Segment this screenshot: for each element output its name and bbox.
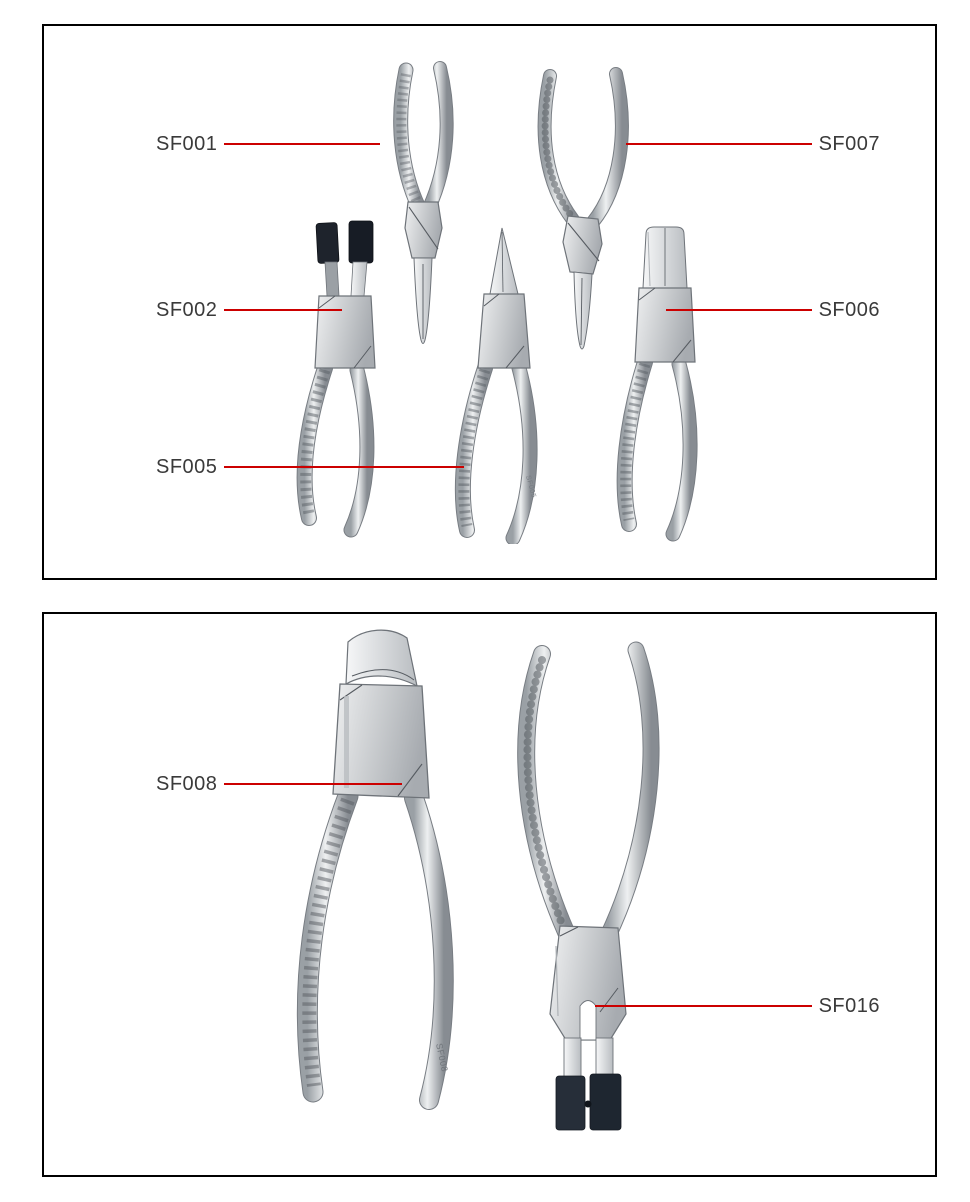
annotation-sf001 [156, 132, 380, 156]
annotation-sf002 [156, 298, 342, 322]
plier-handles [463, 368, 537, 538]
plier-jaws [490, 228, 518, 294]
plier-jaws [346, 630, 417, 686]
plier-sf016-image [486, 636, 690, 1144]
plier-jaws [574, 272, 592, 349]
model-label-sf005: SF005 [156, 455, 218, 478]
plier-handles [526, 650, 651, 936]
plier-handles [307, 796, 450, 1100]
plier-sf006-image [610, 224, 722, 544]
etched-code-sf005: SF005 [524, 474, 537, 499]
annotation-sf005 [156, 455, 464, 479]
plier-sf002-image [292, 218, 404, 540]
annotation-sf008 [156, 772, 402, 796]
leader-line-sf001 [224, 143, 380, 145]
etched-code-sf008: SF008 [434, 1042, 450, 1073]
leader-line-sf008 [224, 783, 402, 785]
plier-sf005-image [440, 224, 566, 544]
leader-line-sf002 [224, 309, 342, 311]
plier-sf008-image [286, 624, 482, 1140]
leader-line-sf007 [626, 143, 812, 145]
model-label-sf007: SF007 [818, 132, 880, 155]
plier-jaws [414, 258, 432, 344]
leader-line-sf005 [224, 466, 464, 468]
plier-grip-tips [316, 221, 373, 263]
leader-line-sf006 [666, 309, 812, 311]
model-label-sf016: SF016 [818, 994, 880, 1017]
plier-jaws [643, 227, 687, 288]
plier-joint-box [550, 926, 626, 1040]
plier-handles [545, 74, 622, 222]
model-label-sf001: SF001 [156, 132, 218, 155]
leader-line-sf016 [595, 1005, 812, 1007]
plier-grip-tips [556, 1074, 621, 1130]
plier-handles [401, 68, 447, 208]
model-label-sf008: SF008 [156, 772, 218, 795]
annotation-sf007 [626, 132, 880, 156]
plier-joint-box [478, 294, 530, 368]
plier-handles [305, 368, 367, 530]
model-label-sf006: SF006 [818, 298, 880, 321]
plier-joint-box [563, 216, 602, 274]
annotation-sf016 [595, 994, 880, 1018]
model-label-sf002: SF002 [156, 298, 218, 321]
plier-handles [625, 362, 690, 534]
annotation-sf006 [666, 298, 880, 322]
plier-joint-box [405, 202, 442, 258]
